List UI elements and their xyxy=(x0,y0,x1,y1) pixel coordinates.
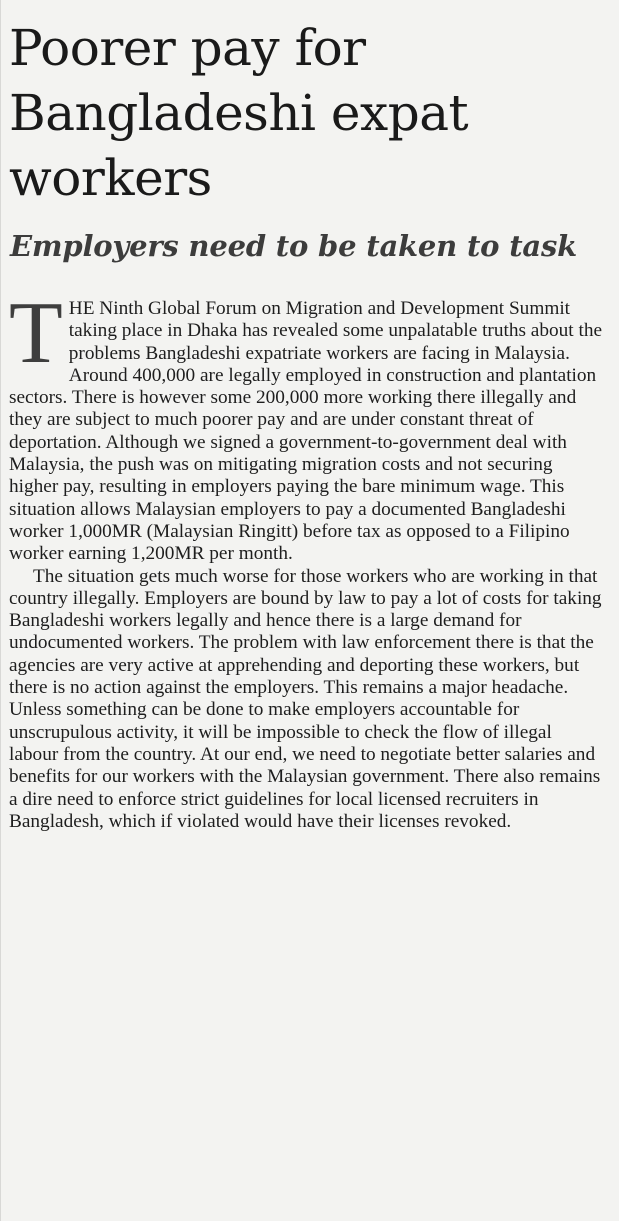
headline: Poorer pay for Bangladeshi expat workers xyxy=(9,19,469,207)
subheadline: Employers need to be taken to task xyxy=(10,229,577,263)
paragraph-1 xyxy=(9,285,605,566)
article-body xyxy=(9,285,605,833)
paragraph-1-text: HE Ninth Global Forum on Migration and Development Summit taking place in Dhaka has revealed some unpalatable truths about the problems Bangladeshi expatriate workers are facing in Malaysia. Around 400,000 are legally employed in construction and plantation sectors. There is however some 200,000 more working there illegally and they are subject to much poorer pay and are under constant threat of deportation. Although we signed a government-to-government deal with Malaysia, the push was on mitigating migration costs and not securing higher pay, resulting in employers paying the bare minimum wage. This situation allows Malaysian employers to pay a documented Bangladeshi worker 1,000MR (Malaysian Ringitt) before tax as opposed to a Filipino worker earning 1,200MR per month. xyxy=(9,298,603,565)
paragraph-2: The situation gets much worse for those workers who are working in that country illegally. Employers are bound by law to pay a lot of costs for taking Bangladeshi workers legally and hence there is a large demand for undocumented workers. The problem with law enforcement there is that the agencies are very active at apprehending and deporting these workers, but there is no action against the employers. This remains a major headache. Unless something can be done to make employers accountable for unscrupulous activity, it will be impossible to check the flow of illegal labour from the country. At our end, we need to negotiate better salaries and benefits for our workers with the Malaysian government. There also remains a dire need to enforce strict guidelines for local licensed recruiters in Bangladesh, which if violated would have their licenses revoked. xyxy=(9,565,602,832)
drop-cap: T xyxy=(9,285,63,382)
